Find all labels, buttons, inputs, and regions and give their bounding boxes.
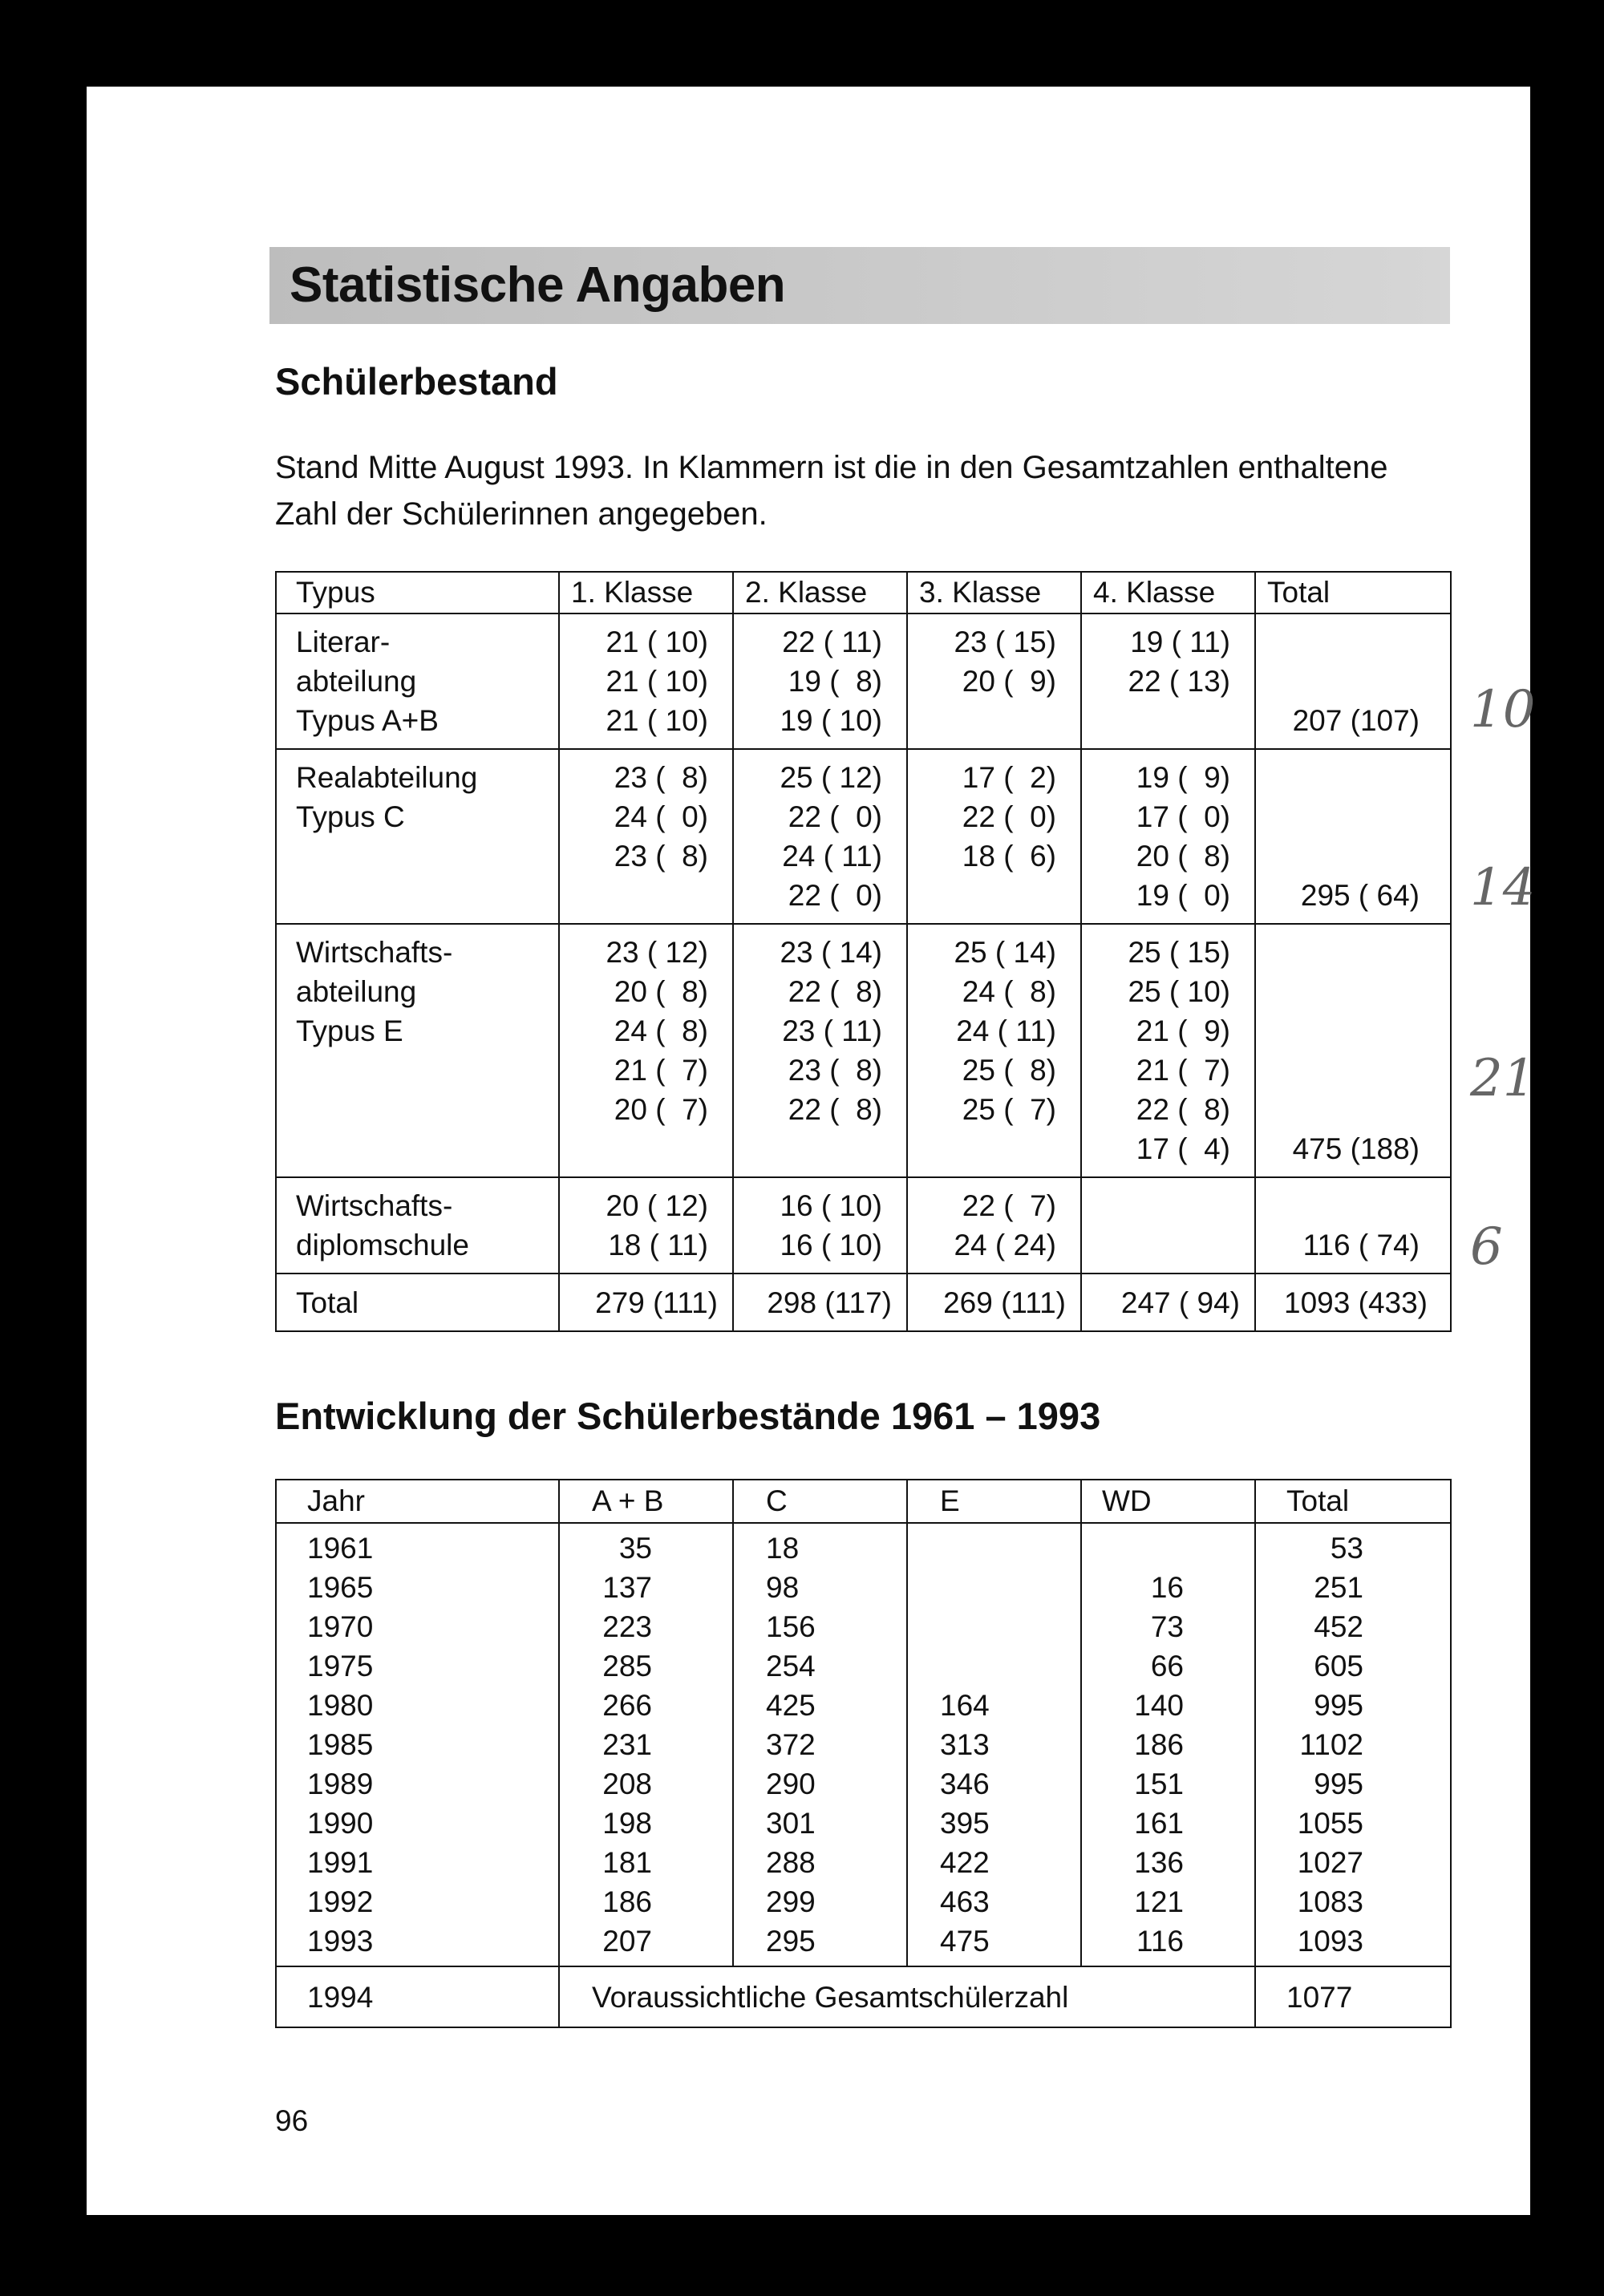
table-cell: 18	[766, 1532, 800, 1565]
table-cell: 208	[602, 1768, 652, 1800]
cell-line: 16 ( 10)	[780, 1189, 882, 1222]
forecast-year: 1994	[276, 1966, 559, 2027]
cell-line: Literar-	[296, 626, 391, 658]
table-cell: 1993	[307, 1925, 374, 1958]
cell-line: 20 ( 8)	[614, 975, 708, 1008]
table-cell: 295	[766, 1925, 816, 1958]
cell-line: 23 ( 15)	[954, 626, 1056, 658]
table-cell: 1961	[307, 1532, 374, 1565]
cell-line: 25 ( 10)	[1128, 975, 1230, 1008]
table-cell: 181	[602, 1846, 652, 1879]
klasse-cell	[559, 1177, 733, 1274]
group-row	[276, 924, 1451, 1177]
table-cell: 1989	[307, 1768, 374, 1800]
table-cell: 995	[1314, 1768, 1363, 1800]
typus-label	[276, 924, 559, 1177]
handwritten-note: 6	[1470, 1217, 1503, 1277]
cell-line: 23 ( 12)	[606, 936, 708, 969]
table-cell: 16	[1150, 1571, 1184, 1604]
total-cell: 269 (111)	[907, 1274, 1081, 1331]
table-cell: 1992	[307, 1885, 374, 1918]
column-header: 2. Klasse	[733, 572, 907, 613]
table-cell	[940, 1646, 1080, 1686]
cell-line: 24 ( 11)	[956, 1014, 1056, 1047]
cell-line: 22 ( 11)	[782, 626, 882, 658]
cell-line: 22 ( 0)	[788, 879, 882, 912]
table-cell: 161	[1134, 1807, 1184, 1840]
cell-line: 23 ( 11)	[782, 1014, 882, 1047]
cell-line: 25 ( 7)	[962, 1093, 1056, 1126]
column-header: E	[907, 1480, 1081, 1523]
table-cell: 605	[1314, 1650, 1363, 1683]
klasse-cell	[907, 749, 1081, 924]
cell-line: 25 ( 12)	[780, 761, 882, 794]
cell-line: abteilung	[296, 975, 417, 1008]
table-cell: 425	[766, 1689, 816, 1722]
table-cell: 151	[1134, 1768, 1184, 1800]
column-header: Total	[1255, 572, 1451, 613]
cell-line: 22 ( 7)	[962, 1189, 1056, 1222]
table-cell: 164	[940, 1689, 990, 1722]
table-cell: 231	[602, 1728, 652, 1761]
table-cell: 121	[1134, 1885, 1184, 1918]
table-cell: 116	[1136, 1925, 1184, 1958]
group-total: 295 ( 64)	[1255, 749, 1451, 924]
page-number: 96	[275, 2104, 309, 2137]
klasse-cell	[1081, 1177, 1255, 1274]
typus-label	[276, 613, 559, 749]
table-cell: 98	[766, 1571, 800, 1604]
table-cell: 137	[602, 1571, 652, 1604]
document-page	[87, 87, 1536, 2215]
cell-line: 23 ( 14)	[780, 936, 882, 969]
total-row	[276, 1274, 1451, 1331]
handwritten-note: 10	[1470, 680, 1536, 739]
cell-line: diplomschule	[296, 1229, 469, 1261]
klasse-cell	[1081, 924, 1255, 1177]
section-title-schuelerbestand: Schülerbestand	[275, 360, 558, 403]
cell-line: 21 ( 10)	[606, 665, 708, 698]
table-cell	[940, 1607, 1080, 1646]
cell-line: 20 ( 7)	[614, 1093, 708, 1126]
cell-line: 22 ( 8)	[788, 1093, 882, 1126]
table-cell: 475	[940, 1925, 990, 1958]
table-cell: 1083	[1297, 1885, 1363, 1918]
table-cell: 299	[766, 1885, 816, 1918]
cell-line: 24 ( 0)	[614, 800, 708, 833]
cell-line: 18 ( 11)	[608, 1229, 708, 1261]
group-row	[276, 613, 1451, 749]
table-cell: 395	[940, 1807, 990, 1840]
klasse-cell	[733, 1177, 907, 1274]
table-cell: 1985	[307, 1728, 374, 1761]
cell-line: Wirtschafts-	[296, 936, 453, 969]
cell-line: 19 ( 0)	[1136, 879, 1230, 912]
ab-column	[559, 1523, 733, 1966]
total-label: Total	[276, 1274, 559, 1331]
group-total: 207 (107)	[1255, 613, 1451, 749]
klasse-cell	[733, 924, 907, 1177]
table-cell: 313	[940, 1728, 990, 1761]
table-header-row	[276, 1480, 1451, 1523]
cell-line: 21 ( 7)	[1136, 1054, 1230, 1087]
column-header: Total	[1255, 1480, 1451, 1523]
klasse-cell	[907, 613, 1081, 749]
column-header: C	[733, 1480, 907, 1523]
handwritten-note: 21	[1470, 1049, 1536, 1108]
table-cell: 452	[1314, 1610, 1363, 1643]
table-cell: 995	[1314, 1689, 1363, 1722]
cell-line: 24 ( 8)	[614, 1014, 708, 1047]
cell-line: 19 ( 8)	[788, 665, 882, 698]
table-cell: 1970	[307, 1610, 374, 1643]
table-cell: 35	[618, 1532, 652, 1565]
table-cell: 463	[940, 1885, 990, 1918]
title-banner	[269, 247, 1450, 324]
column-header: 3. Klasse	[907, 572, 1081, 613]
table-header-row	[276, 572, 1451, 613]
table-cell: 254	[766, 1650, 816, 1683]
cell-line: 20 ( 12)	[606, 1189, 708, 1222]
table-cell: 301	[766, 1807, 816, 1840]
table-cell: 186	[1134, 1728, 1184, 1761]
table-cell: 346	[940, 1768, 990, 1800]
cell-line: Typus C	[296, 800, 405, 833]
typus-label	[276, 1177, 559, 1274]
page-title: Statistische Angaben	[290, 257, 786, 313]
cell-line: abteilung	[296, 665, 417, 698]
section-title-entwicklung: Entwicklung der Schülerbestände 1961 – 1993	[275, 1395, 1101, 1437]
total-column	[1255, 1523, 1451, 1966]
cell-line: 17 ( 4)	[1136, 1132, 1230, 1165]
klasse-cell	[559, 749, 733, 924]
forecast-total: 1077	[1255, 1966, 1451, 2027]
table-cell: 1102	[1299, 1728, 1363, 1761]
table-cell: 66	[1150, 1650, 1184, 1683]
table-cell: 1093	[1297, 1925, 1363, 1958]
cell-line: 25 ( 14)	[954, 936, 1056, 969]
column-header: A + B	[559, 1480, 733, 1523]
cell-line: 24 ( 24)	[954, 1229, 1056, 1261]
table-cell: 1991	[307, 1846, 374, 1879]
group-row	[276, 749, 1451, 924]
column-header: 1. Klasse	[559, 572, 733, 613]
table-cell: 1965	[307, 1571, 374, 1604]
column-header: 4. Klasse	[1081, 572, 1255, 613]
table-cell: 198	[602, 1807, 652, 1840]
klasse-cell	[907, 924, 1081, 1177]
cell-line: 24 ( 8)	[962, 975, 1056, 1008]
cell-line: 22 ( 8)	[788, 975, 882, 1008]
c-column	[733, 1523, 907, 1966]
table-cell: 140	[1134, 1689, 1184, 1722]
total-cell: 1093 (433)	[1255, 1274, 1451, 1331]
klasse-cell	[1081, 613, 1255, 749]
table-cell: 223	[602, 1610, 652, 1643]
cell-line: 24 ( 11)	[782, 840, 882, 873]
cell-line: 21 ( 10)	[606, 704, 708, 737]
cell-line: 19 ( 11)	[1130, 626, 1230, 658]
table-cell	[940, 1529, 1080, 1568]
table-cell: 285	[602, 1650, 652, 1683]
column-header: WD	[1081, 1480, 1255, 1523]
cell-line: 23 ( 8)	[788, 1054, 882, 1087]
table-cell: 186	[602, 1885, 652, 1918]
table-cell: 73	[1150, 1610, 1184, 1643]
klasse-cell	[559, 613, 733, 749]
table-cell	[940, 1568, 1080, 1607]
table-cell: 266	[602, 1689, 652, 1722]
cell-line: 19 ( 10)	[780, 704, 882, 737]
table-cell: 1990	[307, 1807, 374, 1840]
cell-line: 22 ( 0)	[788, 800, 882, 833]
cell-line: Realabteilung	[296, 761, 478, 794]
forecast-label: Voraussichtliche Gesamtschülerzahl	[559, 1966, 1255, 2027]
cell-line: 21 ( 7)	[614, 1054, 708, 1087]
total-cell: 298 (117)	[733, 1274, 907, 1331]
klasse-cell	[733, 749, 907, 924]
cell-line: 22 ( 8)	[1136, 1093, 1230, 1126]
table-cell: 53	[1330, 1532, 1363, 1565]
schuelerbestand-table	[275, 571, 1452, 1332]
cell-line: 18 ( 6)	[962, 840, 1056, 873]
cell-line: Typus A+B	[296, 704, 439, 737]
klasse-cell	[907, 1177, 1081, 1274]
table-cell: 1027	[1297, 1846, 1363, 1879]
group-total: 475 (188)	[1255, 924, 1451, 1177]
cell-line: Typus E	[296, 1014, 403, 1047]
cell-line: 20 ( 8)	[1136, 840, 1230, 873]
table-cell: 207	[602, 1925, 652, 1958]
table-row	[276, 1523, 1451, 1966]
cell-line: 16 ( 10)	[780, 1229, 882, 1261]
klasse-cell	[733, 613, 907, 749]
column-header: Jahr	[276, 1480, 559, 1523]
table-cell	[1082, 1529, 1184, 1568]
entwicklung-table	[275, 1479, 1452, 2028]
cell-line: 17 ( 2)	[962, 761, 1056, 794]
cell-line: 21 ( 10)	[606, 626, 708, 658]
table-cell: 1055	[1297, 1807, 1363, 1840]
table-cell: 422	[940, 1846, 990, 1879]
klasse-cell	[559, 924, 733, 1177]
e-column	[907, 1523, 1081, 1966]
cell-line: 25 ( 15)	[1128, 936, 1230, 969]
group-row	[276, 1177, 1451, 1274]
cell-line: 23 ( 8)	[614, 761, 708, 794]
handwritten-note: 14	[1470, 858, 1536, 917]
table-cell: 1975	[307, 1650, 374, 1683]
intro-paragraph: Stand Mitte August 1993. In Klammern ist die in den Gesamtzahlen enthaltene Zahl der Schülerinnen angegeben.	[275, 450, 1388, 532]
column-header: Typus	[276, 572, 559, 613]
group-total: 116 ( 74)	[1255, 1177, 1451, 1274]
cell-line: 17 ( 0)	[1136, 800, 1230, 833]
table-cell: 156	[766, 1610, 816, 1643]
wd-column	[1081, 1523, 1255, 1966]
cell-line: Wirtschafts-	[296, 1189, 453, 1222]
table-cell: 372	[766, 1728, 816, 1761]
table-cell: 1980	[307, 1689, 374, 1722]
forecast-row	[276, 1966, 1451, 2027]
cell-line: 19 ( 9)	[1136, 761, 1230, 794]
table-cell: 290	[766, 1768, 816, 1800]
typus-label	[276, 749, 559, 924]
cell-line: 22 ( 13)	[1128, 665, 1230, 698]
cell-line: 25 ( 8)	[962, 1054, 1056, 1087]
table-cell: 251	[1314, 1571, 1363, 1604]
table-cell: 288	[766, 1846, 816, 1879]
cell-line: 21 ( 9)	[1136, 1014, 1230, 1047]
cell-line: 20 ( 9)	[962, 665, 1056, 698]
klasse-cell	[1081, 749, 1255, 924]
cell-line: 23 ( 8)	[614, 840, 708, 873]
total-cell: 247 ( 94)	[1081, 1274, 1255, 1331]
total-cell: 279 (111)	[559, 1274, 733, 1331]
year-column	[276, 1523, 559, 1966]
cell-line: 22 ( 0)	[962, 800, 1056, 833]
table-cell: 136	[1134, 1846, 1184, 1879]
